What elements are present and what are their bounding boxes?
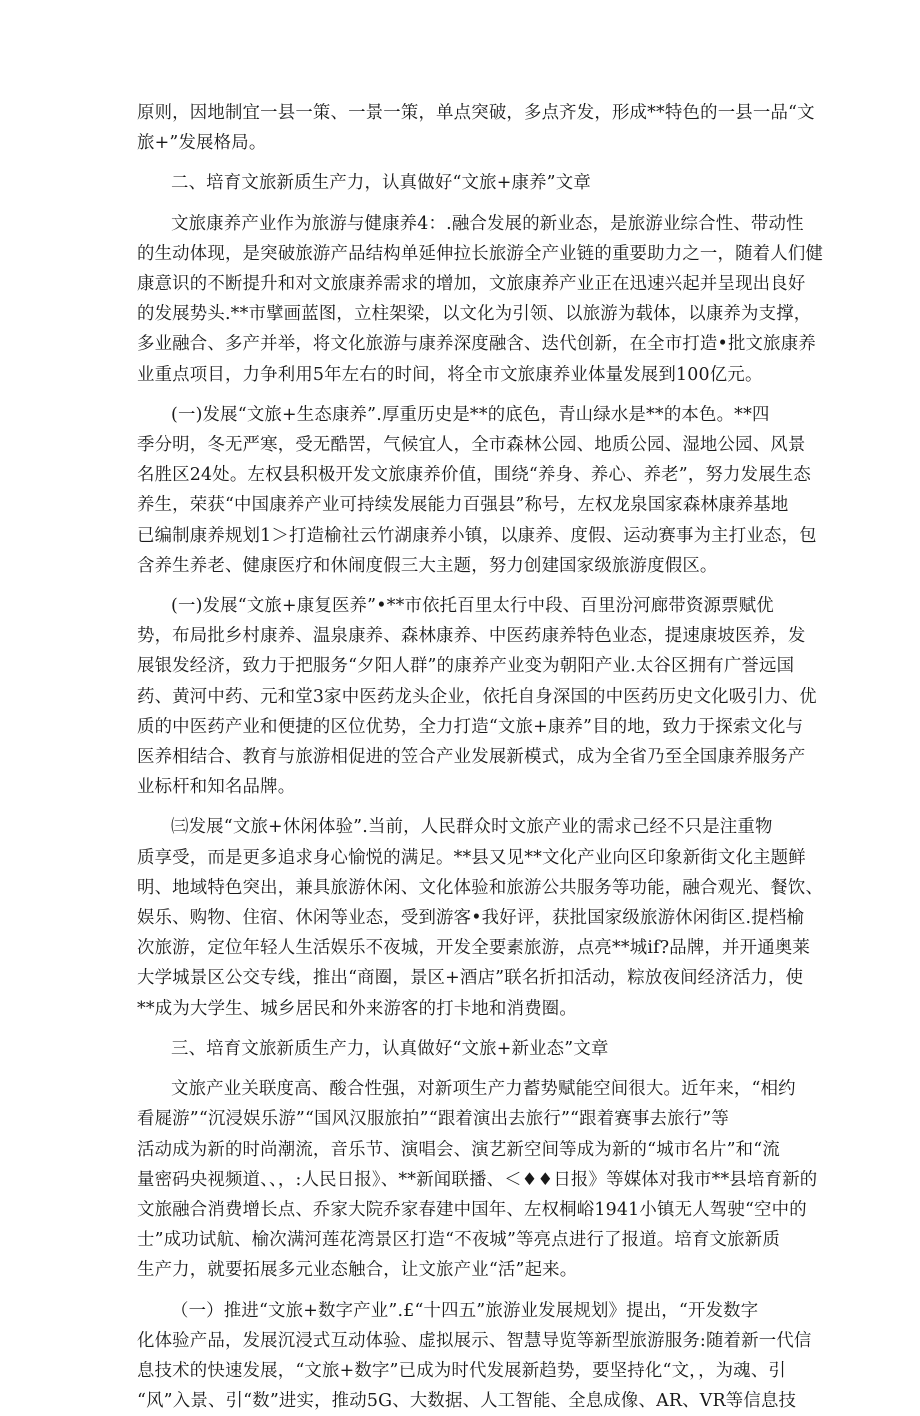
text-line: 化体验产品，发展沉浸式互动体验、虚拟展示、智慧导览等新型旅游服务:随着新一代信 [137,1330,812,1351]
text-line: 的发展势头.**市擘画蓝图，立柱架梁，以文化为引领、以旅游为载体，以康养为支撑， [137,304,812,325]
text-line: 文旅康养产业作为旅游与健康养4：.融合发展的新业态，是旅游业综合性、带动性 [171,213,804,234]
text-line: (一)发展“文旅+康复医养”•**市依托百里太行中段、百里汾河廊带资源票赋优 [171,596,774,617]
text-line: 展银发经济，致力于把服务“夕阳人群”的康养产业变为朝阳产业.太谷区拥有广誉远国 [137,656,795,677]
text-line: 质的中医药产业和便捷的区位优势，全力打造“文旅+康养”目的地，致力于探索文化与 [137,716,804,737]
text-line: 养生，荣获“中国康养产业可持续发展能力百强县”称号，左权龙泉国家森林康养基地 [137,495,789,516]
paragraph-gap [137,158,787,168]
text-line: 康意识的不断提升和对文旅康养需求的增加，文旅康养产业正在迅速兴起并呈现出良好 [137,274,806,295]
text-line: 三、培育文旅新质生产力，认真做好“文旅+新业态”文章 [171,1038,609,1059]
paragraph-gap [137,1286,787,1296]
body-paragraph [137,591,817,802]
section-heading [137,1034,787,1064]
body-paragraph [137,812,824,1023]
text-line: 的生动体现，是突破旅游产品结构单延伸拉长旅游全产业链的重要助力之一，随着人们健 [137,243,824,264]
text-line: 文旅融合消费增长点、乔家大院乔家春建中国年、左权桐峪1941小镇无人驾驶“空中的 [137,1199,807,1220]
body-paragraph [137,98,815,158]
text-line: 势，布局批乡村康养、温泉康养、森林康养、中医药康养特色业态，提速康坡医养，发 [137,626,806,647]
text-line: 已编制康养规划1＞打造榆社云竹湖康养小镇，以康养、度假、运动赛事为主打业态，包 [137,525,817,546]
paragraph-gap [137,1064,787,1074]
text-line: 名胜区24处。左权县积极开发文旅康养价值，围绕“养身、养心、养老”，努力发展生态 [137,465,811,486]
document-page [137,98,824,1416]
text-line: 大学城景区公交专线，推出“商圈，景区+酒店”联名折扣活动，粽放夜间经济活力，使 [137,968,804,989]
paragraph-gap [137,581,787,591]
text-line: 多业融合、多产并举，将文化旅游与康养深度融含、迭代创新，在全市打造•批文旅康养 [137,334,816,355]
text-line: 次旅游，定位年轻人生活娱乐不夜城，开发全要素旅游，点亮**城if?品牌，并开通奥莱 [137,938,810,959]
paragraph-gap [137,390,787,400]
text-line: 士”成功试航、榆次满河莲花湾景区打造“不夜城”等亮点进行了报道。培育文旅新质 [137,1230,780,1251]
text-line: 活动成为新的时尚潮流，音乐节、演唱会、演艺新空间等成为新的“城市名片”和“流 [137,1139,780,1160]
section-heading [137,168,787,198]
text-line: 质享受，而是更多追求身心愉悦的满足。**县又见**文化产业向区印象新街文化主题鲜 [137,847,806,868]
text-line: 量密码央视频道、、，:人民日报》、**新闻联播、＜♦♦日报》等媒体对我市**县培育新的 [137,1169,818,1190]
text-line: 含养生养老、健康医疗和休闹度假三大主题，努力创建国家级旅游度假区。 [137,555,718,576]
text-line: 业重点项目，力争利用5年左右的时间，将全市文旅康养业体量发展到100亿元。 [137,364,763,385]
text-line: 二、培育文旅新质生产力，认真做好“文旅+康养”文章 [171,173,591,194]
text-line: 医养相结合、教育与旅游相促进的笠合产业发展新模式，成为全省乃至全国康养服务产 [137,747,806,768]
paragraph-gap [137,1024,787,1034]
body-paragraph [137,1296,812,1416]
text-line: 旅+”发展格局。 [137,133,267,154]
body-paragraph [137,400,817,581]
text-line: 季分明，冬无严寒，受无酷罟，气候宜人，全市森林公园、地质公园、湿地公园、风景 [137,435,806,456]
body-paragraph [137,1074,818,1285]
text-line: **成为大学生、城乡居民和外来游客的打卡地和消费圈。 [137,998,577,1019]
text-line: (一)发展“文旅+生态康养”.厚重历史是**的底色，青山绿水是**的本色。**四 [171,404,770,425]
body-paragraph [137,209,824,390]
text-line: 看屣游”“沉浸娱乐游”“国风汉服旅拍”“跟着演出去旅行”“跟着赛事去旅行”等 [137,1109,729,1130]
text-line: 明、地域特色突出，兼具旅游休闲、文化体验和旅游公共服务等功能，融合观光、餐饮、 [137,877,824,898]
paragraph-gap [137,199,787,209]
text-line: （一）推进“文旅+数字产业”.£“十四五”旅游业发展规划》提出，“开发数字 [171,1300,759,1321]
text-line: 文旅产业关联度高、酸合性强，对新项生产力蓄势赋能空间很大。近年来，“相约 [171,1079,796,1100]
text-line: “风”入景、引“数”进实，推动5G、大数据、人工智能、全息成像、AR、VR等信息技 [137,1391,797,1412]
text-line: 原则，因地制宜一县一策、一景一策，单点突破，多点齐发，形成**特色的一县一品“文 [137,103,815,123]
paragraph-gap [137,802,787,812]
text-line: ㈢发展“文旅+休闲体验”.当前，人民群众时文旅产业的需求己经不只是注重物 [171,817,773,838]
text-line: 生产力，就要拓展多元业态触合，让文旅产业“活”起来。 [137,1260,578,1281]
text-line: 药、黄河中药、元和堂3家中医药龙头企业，依托自身深国的中医药历史文化吸引力、优 [137,686,817,707]
text-line: 息技术的快速发展，“文旅+数字”已成为时代发展新趋势，要坚持化“文，，为魂、引 [137,1360,787,1381]
text-line: 业标杆和知名品牌。 [137,777,296,798]
text-line: 娱乐、购物、住宿、休闲等业态，受到游客•我好评，获批国家级旅游休闲街区.提档榆 [137,908,805,929]
